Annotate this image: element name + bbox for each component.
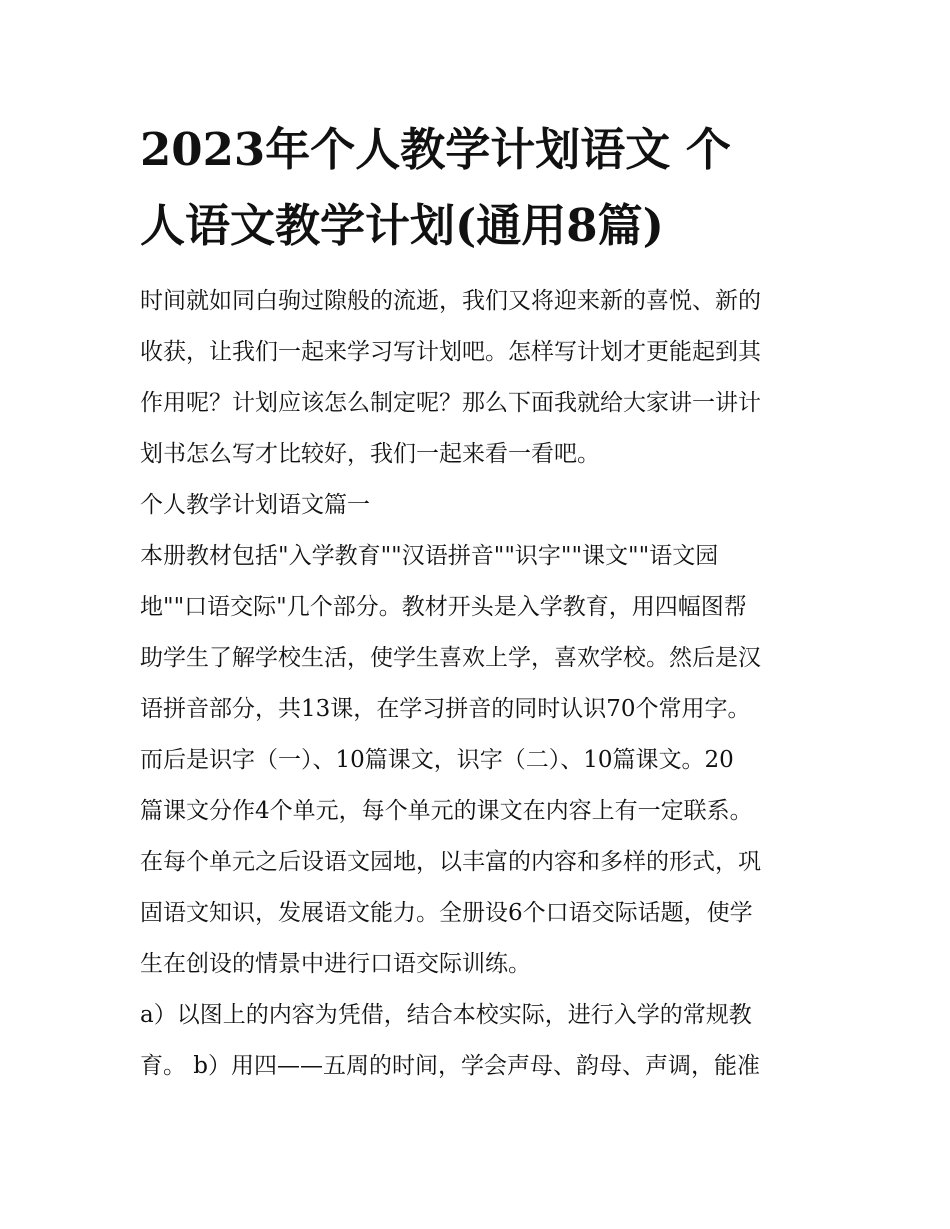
paragraph-line: 而后是识字（一）、10篇课文，识字（二）、10篇课文。20 — [140, 747, 734, 773]
paragraph-line: 生在创设的情景中进行口语交际训练。 — [140, 951, 531, 977]
title-line-1: 2023年个人教学计划语文 个 — [140, 123, 731, 176]
paragraph-line: 助学生了解学校生活，使学生喜欢上学，喜欢学校。然后是汉 — [140, 645, 761, 671]
title-line-2: 人语文教学计划(通用8篇) — [140, 199, 664, 252]
intro-line-3: 作用呢？计划应该怎么制定呢？那么下面我就给大家讲一讲计 — [140, 390, 761, 416]
paragraph-line: 本册教材包括"入学教育""汉语拼音""识字""课文""语文园 — [140, 543, 719, 569]
section-heading: 个人教学计划语文篇一 — [140, 492, 370, 518]
list-item-line: 育。 b）用四——五周的时间，学会声母、韵母、声调，能准 — [140, 1053, 761, 1079]
paragraph-line: 固语文知识，发展语文能力。全册设6个口语交际话题，使学 — [140, 900, 753, 926]
paragraph-line: 地""口语交际"几个部分。教材开头是入学教育，用四幅图帮 — [140, 594, 747, 620]
paragraph-line: 篇课文分作4个单元，每个单元的课文在内容上有一定联系。 — [140, 798, 753, 824]
document-body — [140, 276, 820, 1092]
list-item-line: a）以图上的内容为凭借，结合本校实际，进行入学的常规教 — [140, 1002, 752, 1028]
document-title — [140, 112, 820, 264]
intro-line-2: 收获，让我们一起来学习写计划吧。怎样写计划才更能起到其 — [140, 339, 761, 365]
intro-line-4: 划书怎么写才比较好，我们一起来看一看吧。 — [140, 441, 600, 467]
intro-line-1: 时间就如同白驹过隙般的流逝，我们又将迎来新的喜悦、新的 — [140, 288, 761, 314]
paragraph-line: 语拼音部分，共13课，在学习拼音的同时认识70个常用字。 — [140, 696, 751, 722]
paragraph-line: 在每个单元之后设语文园地，以丰富的内容和多样的形式，巩 — [140, 849, 761, 875]
